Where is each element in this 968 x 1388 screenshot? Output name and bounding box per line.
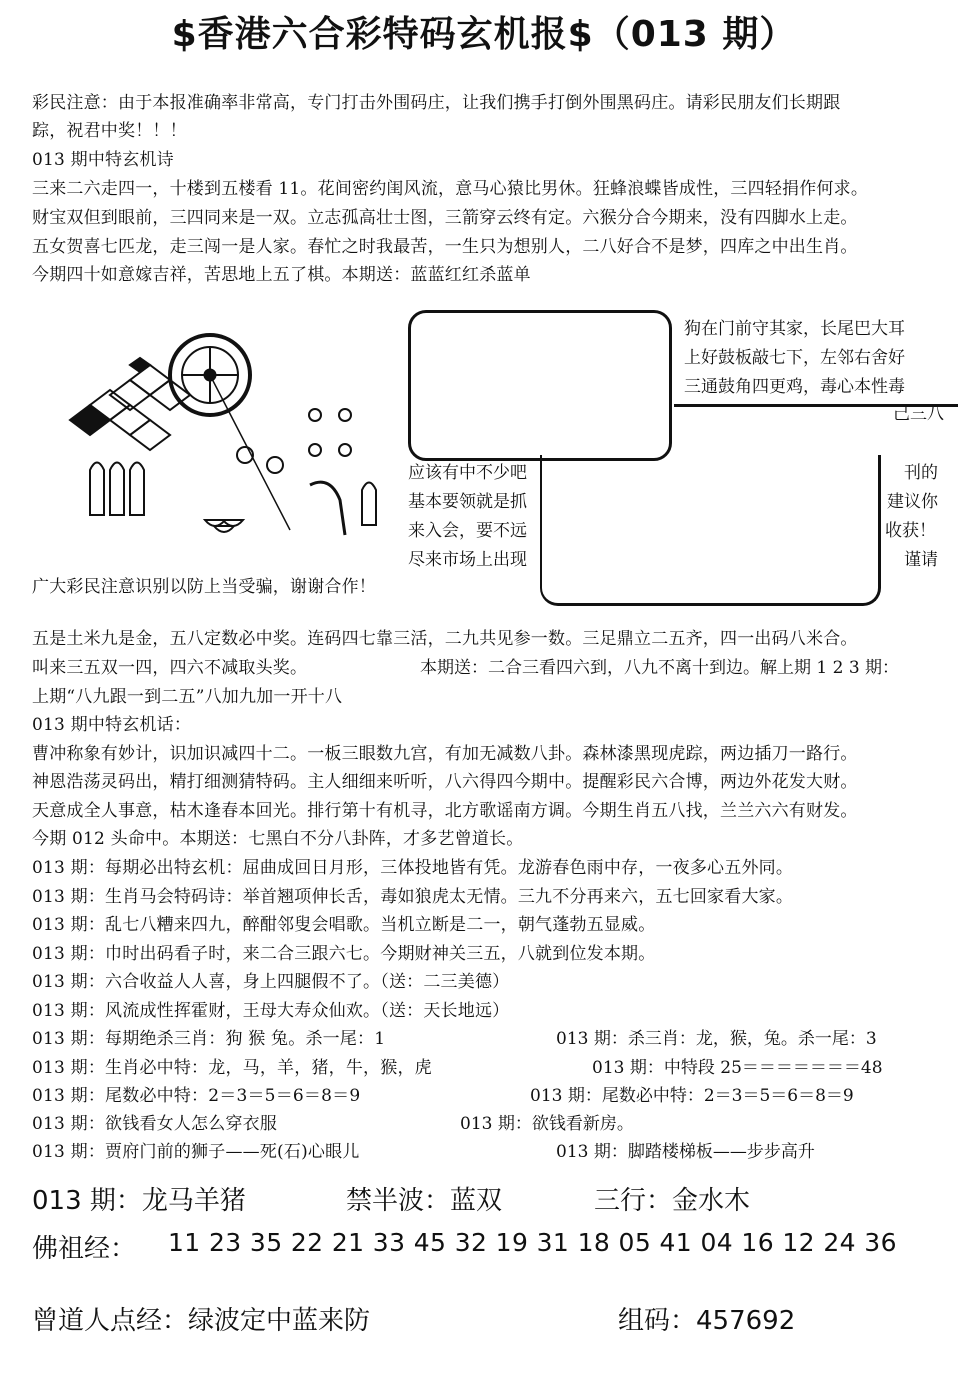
lottery-illustration <box>60 320 390 560</box>
section1-line: 三来二六走四一，十楼到五楼看 11。花间密约闺风流，意马心猿比男休。狂蜂浪蝶皆成性，三四轻捐作何求。 <box>32 179 869 199</box>
pair-right: 013 期：脚踏楼梯板——步步高升 <box>556 1142 815 1162</box>
summary-three-elements: 三行：金水木 <box>594 1186 751 1216</box>
section2-line: 叫来三五双一四，四六不减取头奖。 <box>32 658 308 678</box>
box-bottom-right: 收获！ <box>885 521 936 541</box>
box-right-line: 三通鼓角四更鸡，毒心本性毒 <box>684 377 905 397</box>
notice-line-2: 踪，祝君中奖！！！ <box>32 121 187 141</box>
section3-line: 今期 012 头命中。本期送：七黑白不分八卦阵，才多艺曾道长。 <box>32 829 524 849</box>
pair-left: 013 期：贾府门前的狮子——死(石)心眼儿 <box>32 1142 360 1162</box>
section1-line: 财宝双但到眼前，三四同来是一双。立志孤高壮士图，三箭穿云终有定。六猴分合今期来，没有四脚水上走。 <box>32 208 858 228</box>
section3-line: 天意成全人事意，枯木逢春本回光。排行第十有机寻，北方歌谣南方调。今期生肖五八找，兰兰六六有财发。 <box>32 801 858 821</box>
zeng-daoren: 曾道人点经：绿波定中蓝来防 <box>32 1306 371 1336</box>
section3-line: 曹冲称象有妙计，识加识减四十二。一板三眼数九宫，有加无减数八卦。森林漆黑现虎踪，两边插刀一路行。 <box>32 744 858 764</box>
warning-text: 广大彩民注意识别以防上当受骗，谢谢合作！ <box>32 577 376 597</box>
box-frame-top <box>408 310 672 461</box>
wheel-icon <box>170 335 290 530</box>
section2-send: 本期送：二合三看四六到，八九不离十到边。解上期 1 2 3 期： <box>420 658 900 678</box>
section1-line: 今期四十如意嫁吉祥，苦思地上五了棋。本期送：蓝蓝红红杀蓝单 <box>32 265 531 285</box>
summary-half-wave: 禁半波：蓝双 <box>346 1186 503 1216</box>
section3-line: 013 期：每期必出特玄机：屈曲成回日月形，三体投地皆有凭。龙游春色雨中存，一夜多心五外同。 <box>32 858 794 878</box>
pair-left: 013 期：欲钱看女人怎么穿衣服 <box>32 1114 278 1134</box>
pair-left: 013 期：每期绝杀三肖：狗 猴 兔。杀一尾：1 <box>32 1029 386 1049</box>
section2-line: 五是土米九是金，五八定数必中奖。连码四七靠三活，二九共见参一数。三足鼎立二五齐，四一出码八米合。 <box>32 629 858 649</box>
section1-heading: 013 期中特玄机诗 <box>32 150 174 170</box>
ingots-icon <box>205 520 243 532</box>
section3-line: 013 期：六合收益人人喜，身上四腿假不了。（送：二三美德） <box>32 972 510 992</box>
box-right-line: 己三八 <box>893 404 944 424</box>
section1-line: 五女贺喜七匹龙，走三闯一是人家。春忙之时我最苦，一生只为想别人，二八好合不是梦，四库之中出生肖。 <box>32 237 858 257</box>
bullets-icon <box>90 463 376 526</box>
section3-line: 013 期：生肖马会特码诗：举首翘项伸长舌，毒如狼虎太无情。三九不分再来六，五七回家看大家。 <box>32 887 794 907</box>
buddha-numbers: 11 23 35 22 21 33 45 32 19 31 18 05 41 04 16 12 24 36 <box>168 1228 897 1257</box>
dice-icon <box>237 409 351 535</box>
box-right-line: 上好鼓板敲七下，左邻右舍好 <box>684 348 905 368</box>
pair-left: 013 期：生肖必中特：龙，马，羊，猪，牛，猴，虎 <box>32 1058 432 1078</box>
group-code: 组码：457692 <box>618 1306 796 1336</box>
notice-line-1: 彩民注意：由于本报准确率非常高，专门打击外围码庄，让我们携手打倒外围黑码庄。请彩民朋友们长期跟 <box>32 93 841 113</box>
box-right-line: 狗在门前守其家，长尾巴大耳 <box>684 319 905 339</box>
section2-line: 013 期中特玄机话： <box>32 715 192 735</box>
box-bottom-line: 来入会，要不远 <box>408 521 527 541</box>
buddha-label: 佛祖经： <box>32 1234 137 1264</box>
box-bottom-line: 基本要领就是抓 <box>408 492 527 512</box>
box-bottom-line: 尽来市场上出现 <box>408 550 527 570</box>
section2-line: 上期“八九跟一到二五”八加九加一开十八 <box>32 687 343 707</box>
pair-right: 013 期：欲钱看新房。 <box>460 1114 634 1134</box>
summary-zodiac: 013 期：龙马羊猪 <box>32 1186 246 1216</box>
pair-right: 013 期：尾数必中特：2＝3＝5＝6＝8＝9 <box>530 1086 854 1106</box>
box-bottom-right: 刊的 <box>904 463 938 483</box>
box-bottom-right: 建议你 <box>887 492 938 512</box>
box-frame-bottom <box>540 455 881 606</box>
pair-right: 013 期：杀三肖：龙，猴，兔。杀一尾：3 <box>556 1029 877 1049</box>
pair-left: 013 期：尾数必中特：2＝3＝5＝6＝8＝9 <box>32 1086 361 1106</box>
section3-line: 神恩浩荡灵码出，精打细测猜特码。主人细细来听听，八六得四今期中。提醒彩民六合博，两边外花发大财。 <box>32 772 858 792</box>
box-bottom-right: 谨请 <box>904 550 938 570</box>
pair-right: 013 期：中特段 25＝＝＝＝＝＝＝48 <box>592 1058 883 1078</box>
section3-line: 013 期：风流成性挥霍财，王母大寿众仙欢。（送：天长地远） <box>32 1001 510 1021</box>
section3-line: 013 期：乱七八糟来四九，醉酣邻叟会唱歌。当机立断是二一，朝气蓬勃五显威。 <box>32 915 656 935</box>
box-bottom-line: 应该有中不少吧 <box>408 463 527 483</box>
section3-line: 013 期：巾时出码看子时，来二合三跟六七。今期财神关三五，八就到位发本期。 <box>32 944 656 964</box>
page-title: $香港六合彩特码玄机报$（013 期） <box>171 14 797 55</box>
